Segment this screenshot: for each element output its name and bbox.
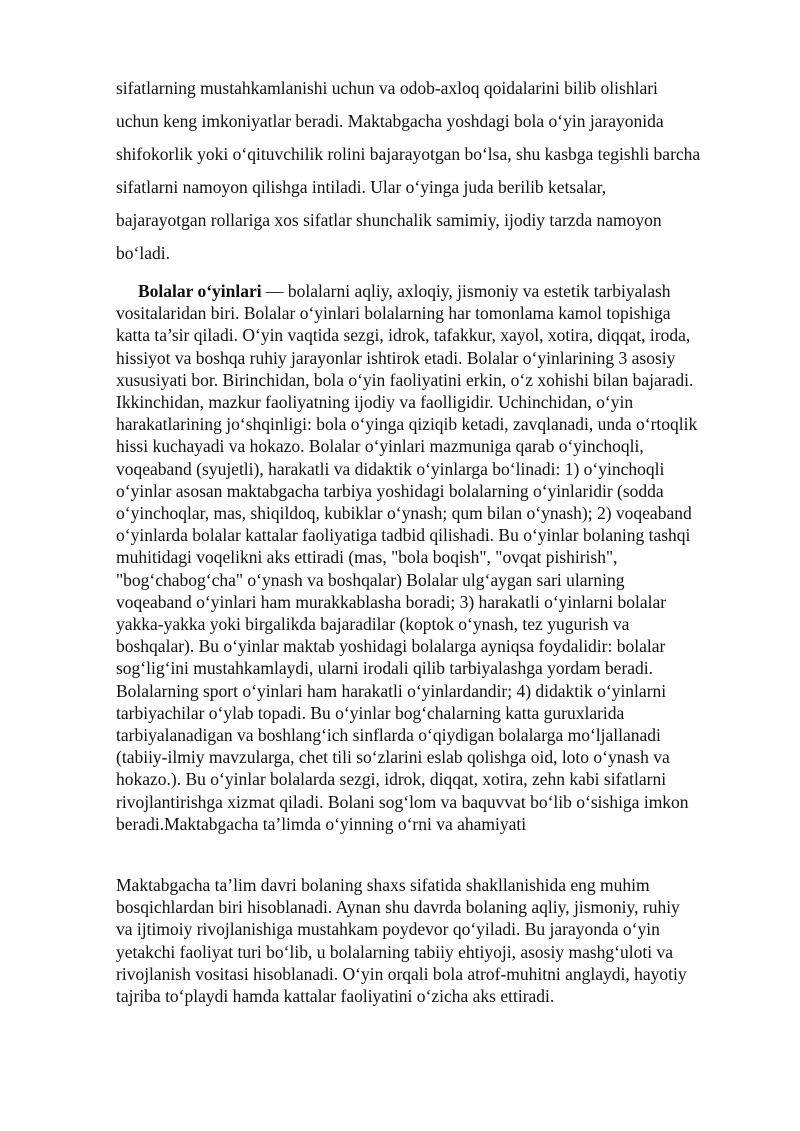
text-line: o‘yinlarda bolalar kattalar faoliyatiga tadbid qilishadi. Bu o‘yinlar bolaning tashqi bbox=[116, 525, 691, 546]
text-line: xususiyati bor. Birinchidan, bola o‘yin faoliyatini erkin, o‘z xohishi bilan bajaradi. bbox=[116, 369, 694, 390]
text-line: tajriba to‘playdi hamda kattalar faoliyatini o‘zicha aks ettiradi. bbox=[116, 986, 555, 1007]
text-line: shifokorlik yoki o‘qituvchilik rolini bajarayotgan bo‘lsa, shu kasbga tegishli barcha bbox=[116, 144, 701, 164]
text-line: rivojlantirishga xizmat qiladi. Bolani sog‘lom va baquvvat bo‘lib o‘sishiga imkon bbox=[116, 791, 689, 812]
text-line: va ijtimoiy rivojlanishiga mustahkam poydevor qo‘yiladi. Bu jarayonda o‘yin bbox=[116, 919, 660, 940]
paragraph-childrens-games bbox=[116, 280, 752, 835]
text-line: voqeaband (syujetli), harakatli va didaktik o‘yinlarga bo‘linadi: 1) o‘yinchoqli bbox=[116, 458, 665, 479]
text-line: hissi kuchayadi va hokazo. Bolalar o‘yinlari mazmuniga qarab o‘yinchoqli, bbox=[116, 436, 644, 457]
text-line: sifatlarni namoyon qilishga intiladi. Ular o‘yinga juda berilib ketsalar, bbox=[116, 177, 607, 197]
text-line: bajarayotgan rollariga xos sifatlar shunchalik samimiy, ijodiy tarzda namoyon bbox=[116, 210, 662, 230]
text-line: bo‘ladi. bbox=[116, 243, 170, 263]
text-line: tarbiyalanadigan va boshlang‘ich sinflarda o‘qiydigan bolalarga mo‘ljallanadi bbox=[116, 725, 661, 746]
text-line: rivojlanish vositasi hisoblanadi. O‘yin orqali bola atrof-muhitni anglaydi, hayotiy bbox=[116, 963, 687, 984]
text-line: vositalaridan biri. Bolalar o‘yinlari bolalarning har tomonlama kamol topishiga bbox=[116, 303, 671, 324]
text-line: katta ta’sir qiladi. O‘yin vaqtida sezgi, idrok, tafakkur, xayol, xotira, diqqat, iroda, bbox=[116, 325, 691, 346]
text-line: harakatlarining jo‘shqinligi: bola o‘yinga qiziqib ketadi, zavqlanadi, unda o‘rtoqlik bbox=[116, 414, 698, 435]
text-line bbox=[116, 280, 752, 302]
text-line: muhitidagi voqelikni aks ettiradi (mas, "bola boqish", "ovqat pishirish", bbox=[116, 547, 618, 568]
text-line: boshqalar). Bu o‘yinlar maktab yoshidagi bolalarga ayniqsa foydalidir: bolalar bbox=[116, 636, 666, 657]
text-line: (tabiiy-ilmiy mavzularga, chet tili so‘zlarini eslab qolishga oid, loto o‘ynash va bbox=[116, 747, 670, 768]
text-line: o‘yinchoqlar, mas, shiqildoq, kubiklar o‘ynash; qum bilan o‘ynash); 2) voqeaband bbox=[116, 503, 692, 524]
text-line: Bolalarning sport o‘yinlari ham harakatli o‘yinlardandir; 4) didaktik o‘yinlarni bbox=[116, 680, 667, 701]
text-line: Ikkinchidan, mazkur faoliyatning ijodiy va faolligidir. Uchinchidan, o‘yin bbox=[116, 392, 634, 413]
bold-term: Bolalar o‘yinlari bbox=[138, 281, 262, 301]
text-line: tarbiyachilar o‘ylab topadi. Bu o‘yinlar bog‘chalarning katta guruxlarida bbox=[116, 702, 625, 723]
text-line: sog‘lig‘ini mustahkamlaydi, ularni irodali qilib tarbiyalashga yordam beradi. bbox=[116, 658, 654, 679]
text-line: voqeaband o‘yinlari ham murakkablasha boradi; 3) harakatli o‘yinlarni bolalar bbox=[116, 591, 667, 612]
text-line: beradi.Maktabgacha ta’limda o‘yinning o‘rni va ahamiyati bbox=[116, 813, 527, 834]
paragraph-preschool-education bbox=[116, 874, 752, 1007]
text-fragment: — bolalarni aqliy, axloqiy, jismoniy va estetik tarbiyalash bbox=[261, 281, 671, 301]
text-line: sifatlarning mustahkamlanishi uchun va odob-axloq qoidalarini bilib olishlari bbox=[116, 78, 658, 98]
text-line: hissiyot va boshqa ruhiy jarayonlar ishtirok etadi. Bolalar o‘yinlarining 3 asosiy bbox=[116, 347, 676, 368]
paragraph-roles bbox=[116, 72, 752, 270]
text-line: yakka-yakka yoki birgalikda bajaradilar (koptok o‘ynash, tez yugurish va bbox=[116, 614, 630, 635]
text-line: "bog‘chabog‘cha" o‘ynash va boshqalar) Bolalar ulg‘aygan sari ularning bbox=[116, 569, 625, 590]
text-line: yetakchi faoliyat turi bo‘lib, u bolalarning tabiiy ehtiyoji, asosiy mashg‘uloti va bbox=[116, 941, 673, 962]
text-line: bosqichlardan biri hisoblanadi. Aynan shu davrda bolaning aqliy, jismoniy, ruhiy bbox=[116, 897, 680, 918]
text-line: hokazo.). Bu o‘yinlar bolalarda sezgi, idrok, diqqat, xotira, zehn kabi sifatlarni bbox=[116, 769, 667, 790]
text-line: uchun keng imkoniyatlar beradi. Maktabgacha yoshdagi bola o‘yin jarayonida bbox=[116, 111, 664, 131]
text-line: Maktabgacha ta’lim davri bolaning shaxs sifatida shakllanishida eng muhim bbox=[116, 875, 650, 895]
text-line: o‘yinlar asosan maktabgacha tarbiya yoshidagi bolalarning o‘yinlaridir (sodda bbox=[116, 480, 664, 501]
